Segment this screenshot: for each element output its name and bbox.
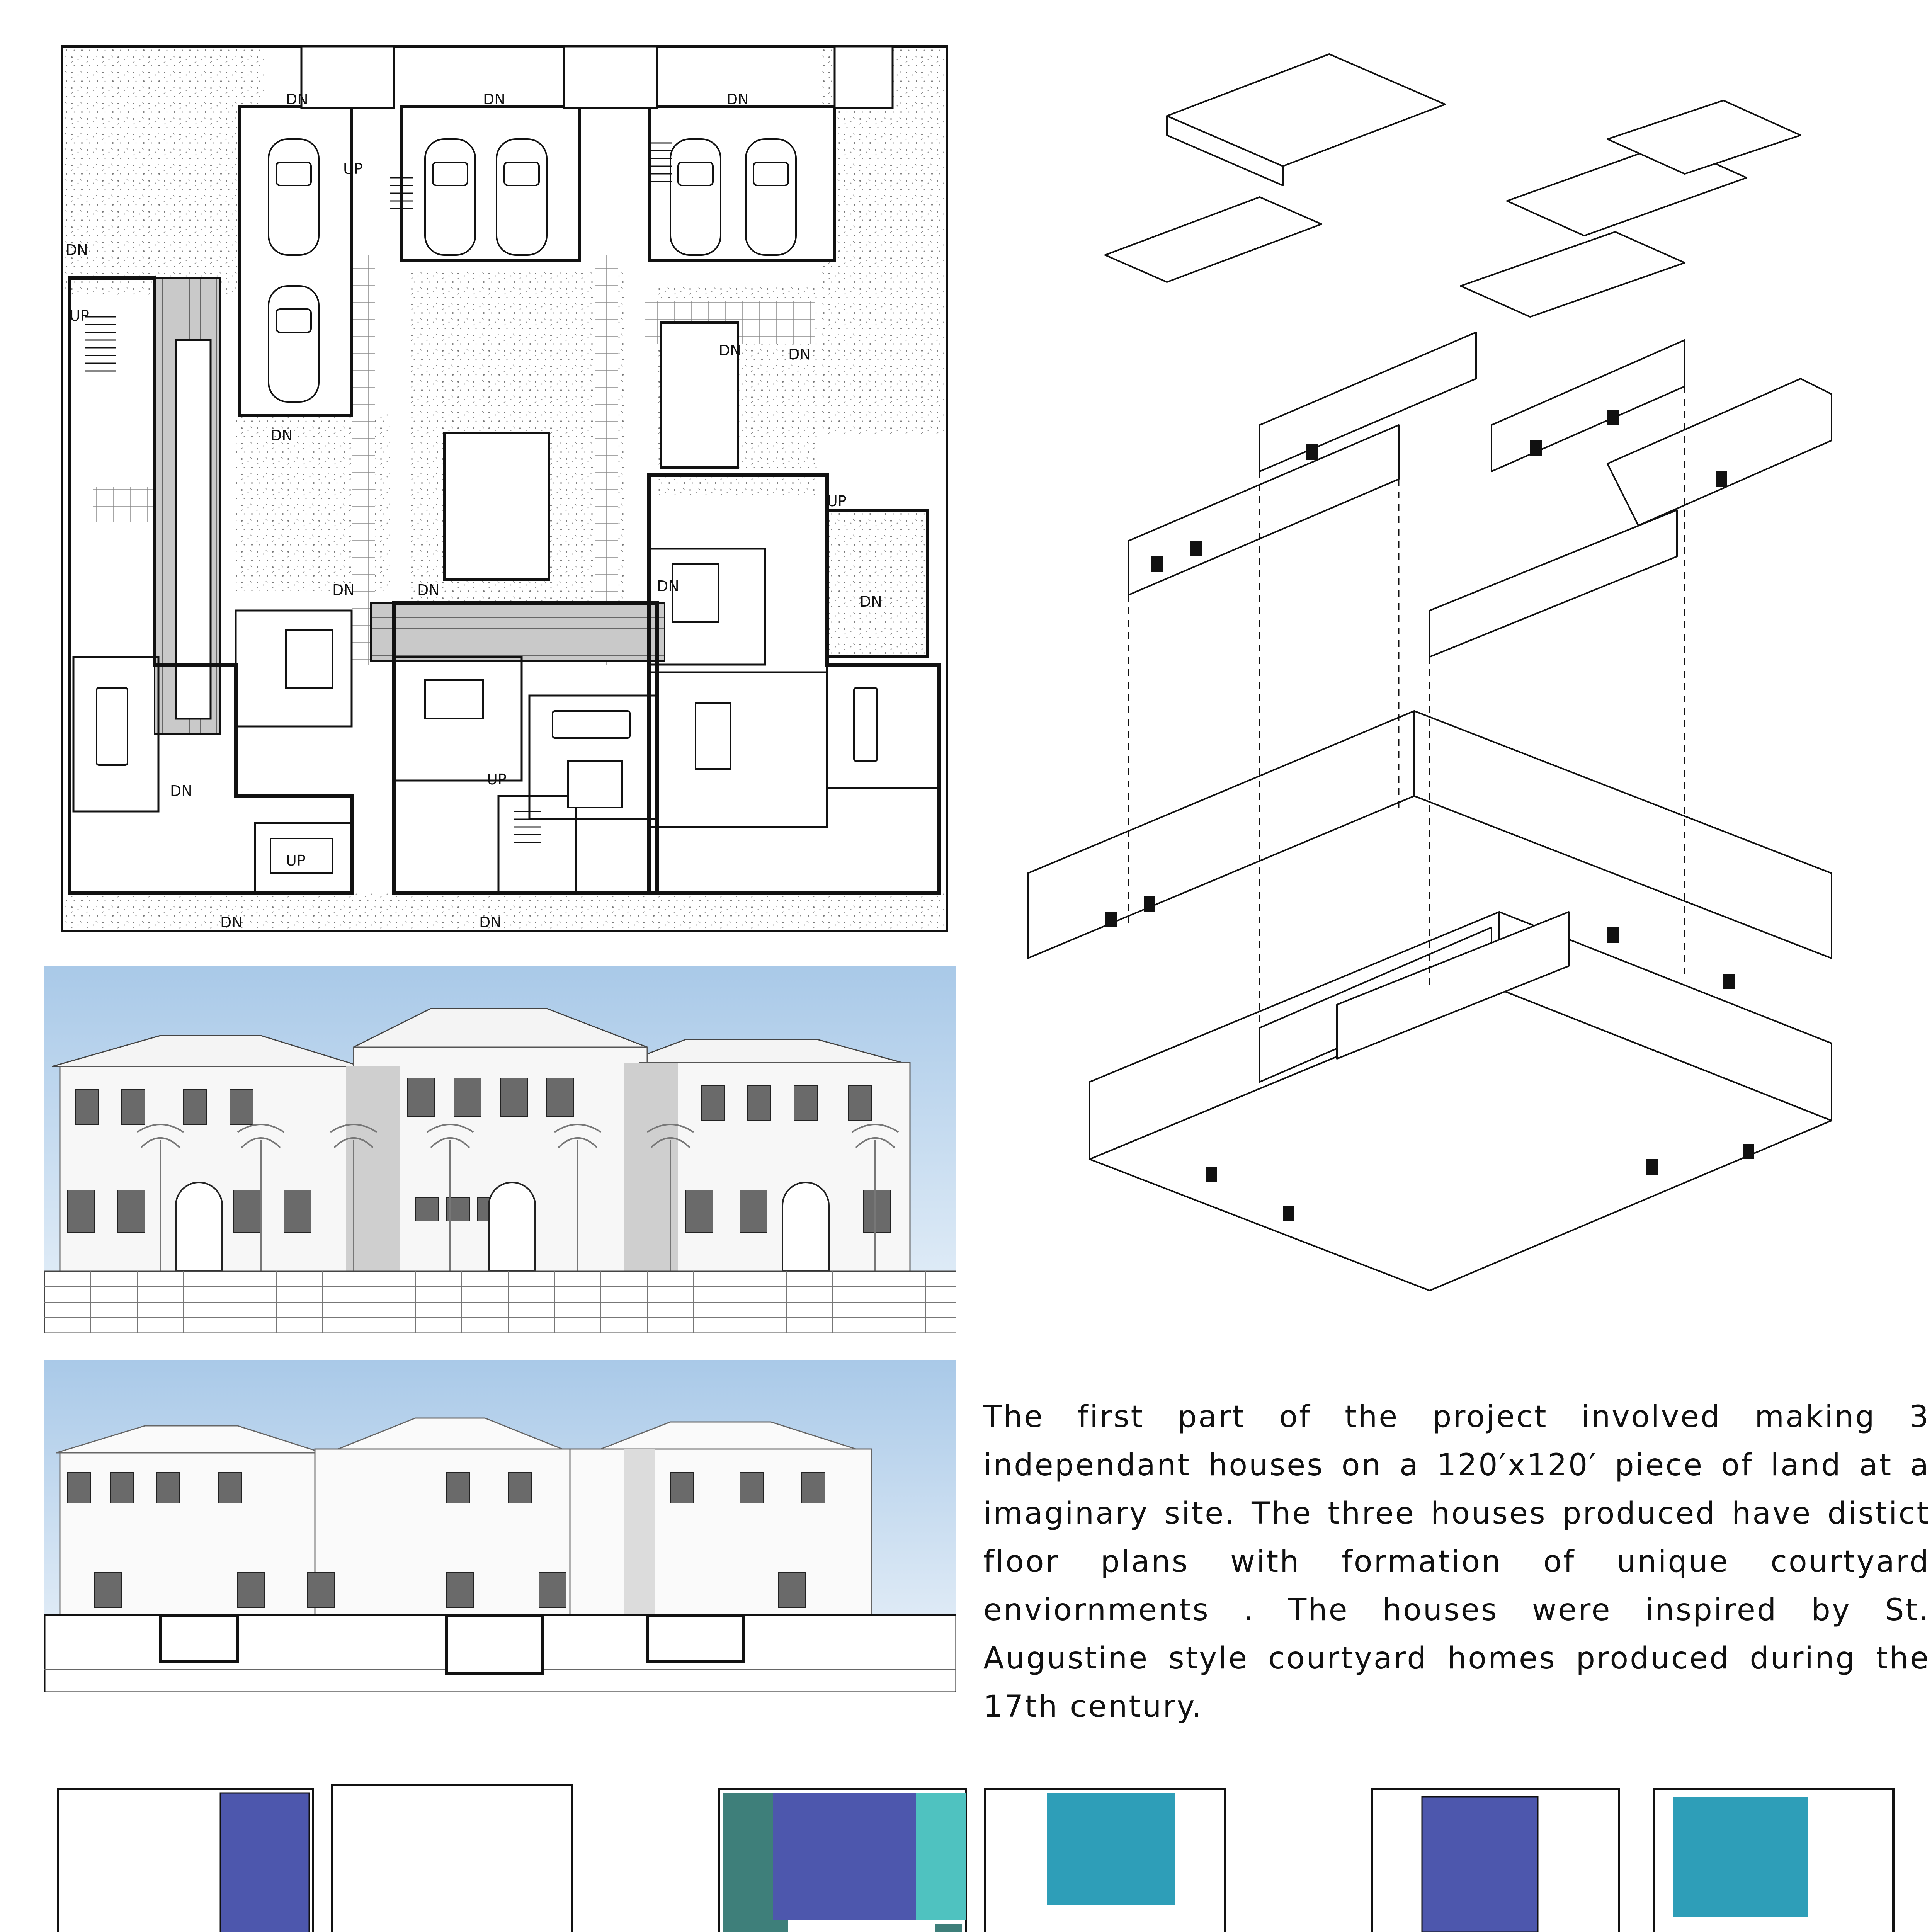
section-elevation (44, 1360, 956, 1692)
stair-label-dn: DN (66, 242, 88, 259)
colored-floor-plans (39, 1723, 1932, 1932)
stair-label-dn: DN (286, 91, 308, 108)
stair-label-up: UP (343, 160, 363, 177)
stair-label-dn: DN (788, 346, 811, 363)
stair-label-dn: DN (170, 782, 192, 799)
stair-label-dn: DN (220, 914, 243, 931)
site-floor-plan (54, 39, 954, 939)
stair-label-dn: DN (483, 91, 505, 108)
stair-label-dn: DN (657, 578, 679, 595)
stair-label-up: UP (70, 307, 89, 324)
stair-label-up: UP (286, 852, 306, 869)
stair-label-dn: DN (332, 582, 355, 599)
stair-label-dn: DN (270, 427, 293, 444)
exploded-axonometric (989, 39, 1928, 1360)
stair-label-up: UP (827, 493, 847, 510)
project-description: The first part of the project involved making 3 independant houses on a 120′x120′ piece of land at a imaginary site. The three houses produced have distict floor plans with formation of unique courtyard enviornments . The houses were inspired by St. Augustine style courtyard homes produced during the 17th century. (983, 1400, 1930, 1724)
stair-label-dn: DN (719, 342, 741, 359)
front-elevation (44, 966, 956, 1333)
stair-label-dn: DN (860, 593, 882, 610)
stair-label-dn: DN (417, 582, 440, 599)
stair-label-dn: DN (479, 914, 502, 931)
stair-label-dn: DN (726, 91, 749, 108)
stair-label-up: UP (487, 771, 507, 788)
